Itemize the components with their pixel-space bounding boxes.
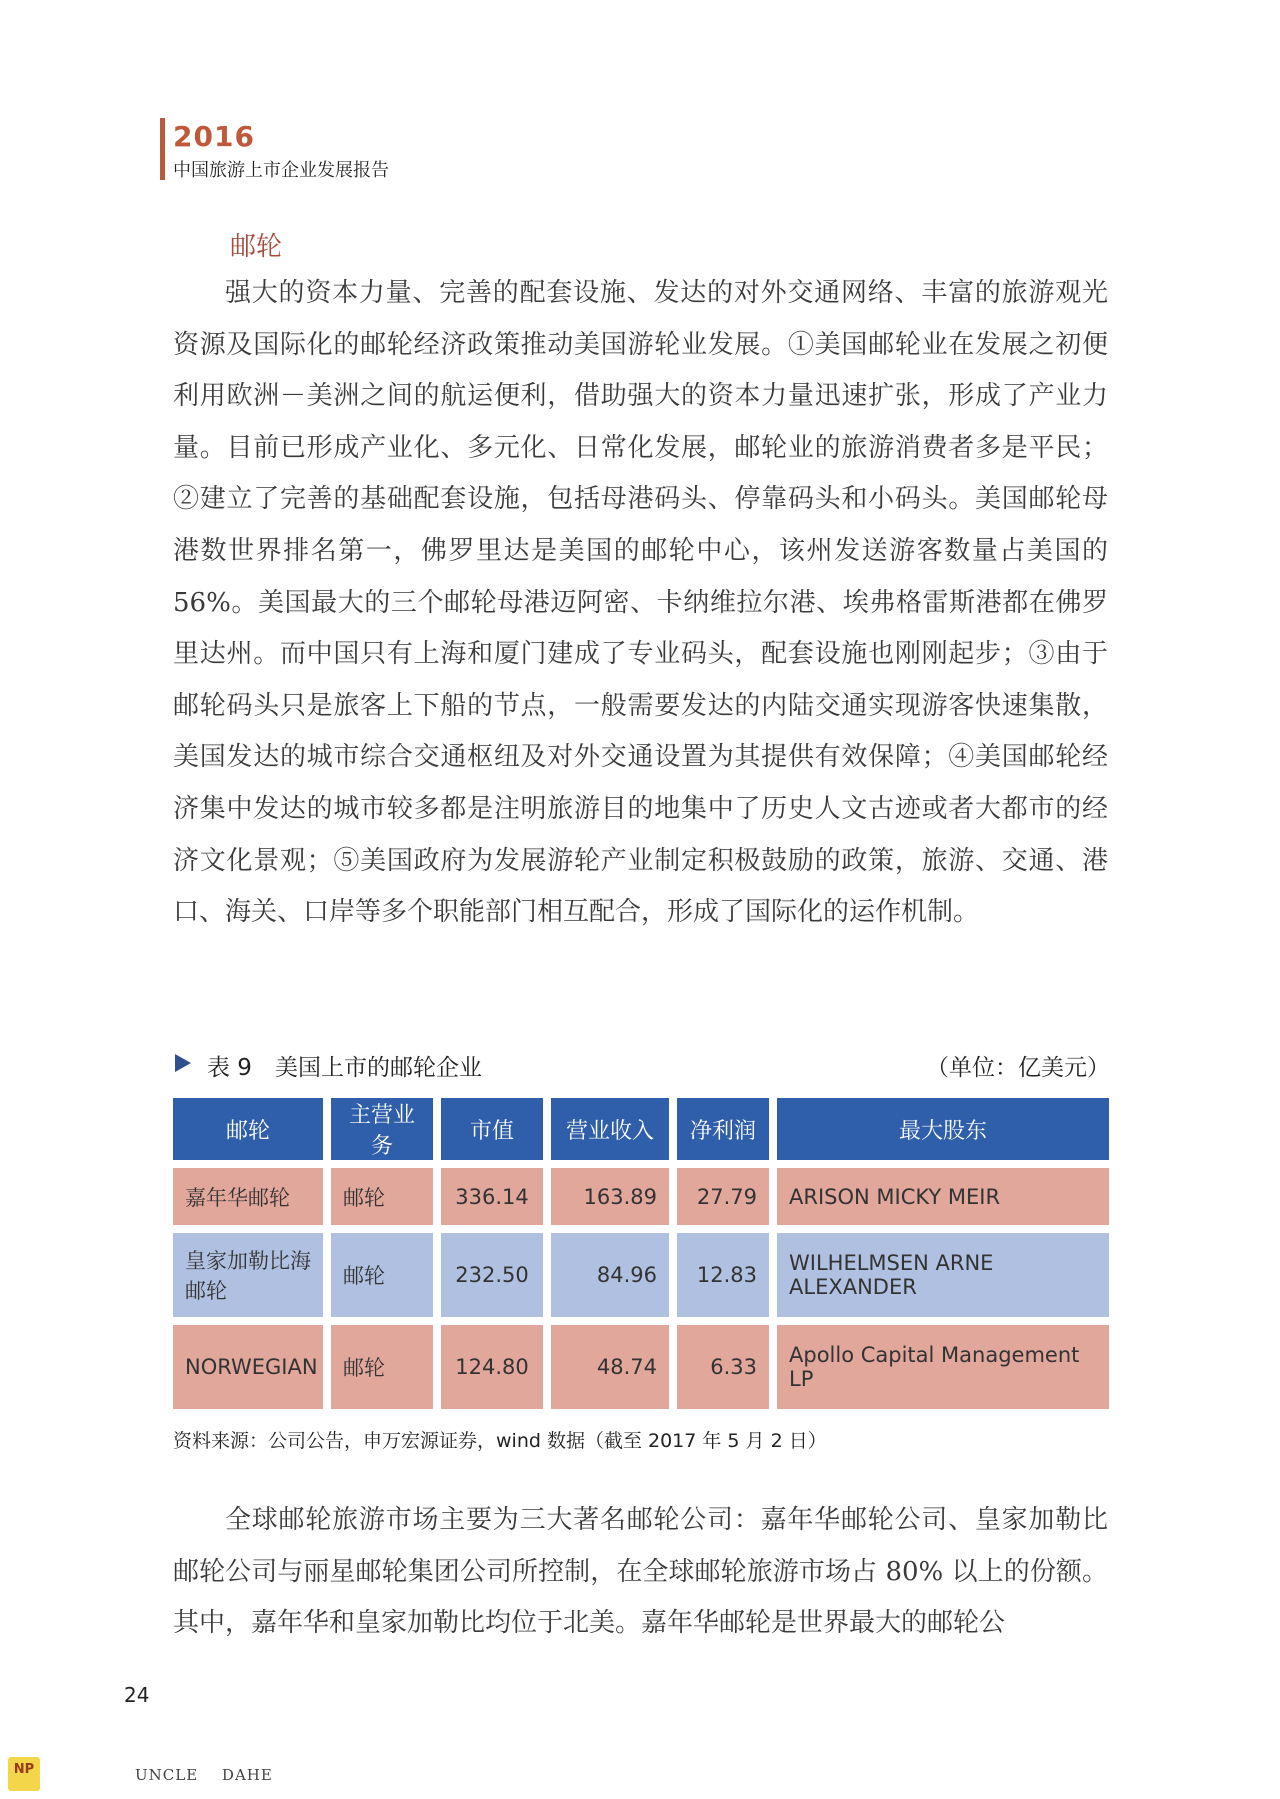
table-row bbox=[173, 1233, 1109, 1325]
table-title: 表 9 美国上市的邮轮企业 bbox=[207, 1055, 482, 1081]
cell-revenue: 84.96 bbox=[551, 1233, 677, 1325]
col-header-business: 主营业务 bbox=[331, 1098, 441, 1168]
page-number: 24 bbox=[124, 1683, 150, 1707]
cell-business: 邮轮 bbox=[331, 1168, 441, 1233]
header-title: 中国旅游上市企业发展报告 bbox=[173, 160, 389, 181]
cell-revenue: 48.74 bbox=[551, 1325, 677, 1417]
caption-arrow-icon bbox=[175, 1054, 191, 1072]
cell-market-cap: 124.80 bbox=[441, 1325, 551, 1417]
cell-business: 邮轮 bbox=[331, 1233, 441, 1325]
np-logo: NP bbox=[8, 1757, 40, 1791]
table-unit: （单位：亿美元） bbox=[926, 1055, 1110, 1081]
col-header-largest-shareholder: 最大股东 bbox=[777, 1098, 1109, 1168]
header-year: 2016 bbox=[173, 120, 255, 153]
cell-business: 邮轮 bbox=[331, 1325, 441, 1417]
watermark: UNCLE DAHE bbox=[135, 1766, 273, 1784]
paragraph-1: 强大的资本力量、完善的配套设施、发达的对外交通网络、丰富的旅游观光资源及国际化的邮轮经济政策推动美国游轮业发展。①美国邮轮业在发展之初便利用欧洲－美洲之间的航运便利，借助强大的资本力量迅速扩张，形成了产业力量。目前已形成产业化、多元化、日常化发展，邮轮业的旅游消费者多是平民；②建立了完善的基础配套设施，包括母港码头、停靠码头和小码头。美国邮轮母港数世界排名第一，佛罗里达是美国的邮轮中心，该州发送游客数量占美国的 56%。美国最大的三个邮轮母港迈阿密、卡纳维拉尔港、埃弗格雷斯港都在佛罗里达州。而中国只有上海和厦门建成了专业码头，配套设施也刚刚起步；③由于邮轮码头只是旅客上下船的节点，一般需要发达的内陆交通实现游客快速集散，美国发达的城市综合交通枢纽及对外交通设置为其提供有效保障；④美国邮轮经济集中发达的城市较多都是注明旅游目的地集中了历史人文古迹或者大都市的经济文化景观；⑤美国政府为发展游轮产业制定积极鼓励的政策，旅游、交通、港口、海关、口岸等多个职能部门相互配合，形成了国际化的运作机制。 bbox=[173, 278, 1108, 928]
table-row bbox=[173, 1325, 1109, 1417]
cell-net-profit: 27.79 bbox=[677, 1168, 777, 1233]
col-header-market-cap: 市值 bbox=[441, 1098, 551, 1168]
cell-revenue: 163.89 bbox=[551, 1168, 677, 1233]
table-caption bbox=[173, 1046, 1110, 1082]
paragraph-2: 全球邮轮旅游市场主要为三大著名邮轮公司：嘉年华邮轮公司、皇家加勒比邮轮公司与丽星邮轮集团公司所控制，在全球邮轮旅游市场占 80% 以上的份额。其中，嘉年华和皇家加勒比均位于北美。嘉年华邮轮是世界最大的邮轮公 bbox=[173, 1505, 1108, 1639]
section-heading: 邮轮 bbox=[230, 232, 283, 262]
cell-shareholder: Apollo Capital Management LP bbox=[777, 1325, 1109, 1417]
header-accent-bar bbox=[160, 118, 165, 180]
col-header-net-profit: 净利润 bbox=[677, 1098, 777, 1168]
cell-net-profit: 12.83 bbox=[677, 1233, 777, 1325]
cell-shareholder: ARISON MICKY MEIR bbox=[777, 1168, 1109, 1233]
cruise-companies-table bbox=[173, 1098, 1109, 1417]
cell-market-cap: 336.14 bbox=[441, 1168, 551, 1233]
cell-shareholder: WILHELMSEN ARNE ALEXANDER bbox=[777, 1233, 1109, 1325]
cell-net-profit: 6.33 bbox=[677, 1325, 777, 1417]
cell-company: NORWEGIAN bbox=[173, 1325, 331, 1417]
table-source-note: 资料来源：公司公告，申万宏源证券，wind 数据（截至 2017 年 5 月 2 日） bbox=[173, 1430, 827, 1452]
col-header-cruise: 邮轮 bbox=[173, 1098, 331, 1168]
cell-company: 皇家加勒比海邮轮 bbox=[173, 1233, 331, 1325]
cell-market-cap: 232.50 bbox=[441, 1233, 551, 1325]
table-header-row bbox=[173, 1098, 1109, 1168]
table-row bbox=[173, 1168, 1109, 1233]
col-header-revenue: 营业收入 bbox=[551, 1098, 677, 1168]
cell-company: 嘉年华邮轮 bbox=[173, 1168, 331, 1233]
